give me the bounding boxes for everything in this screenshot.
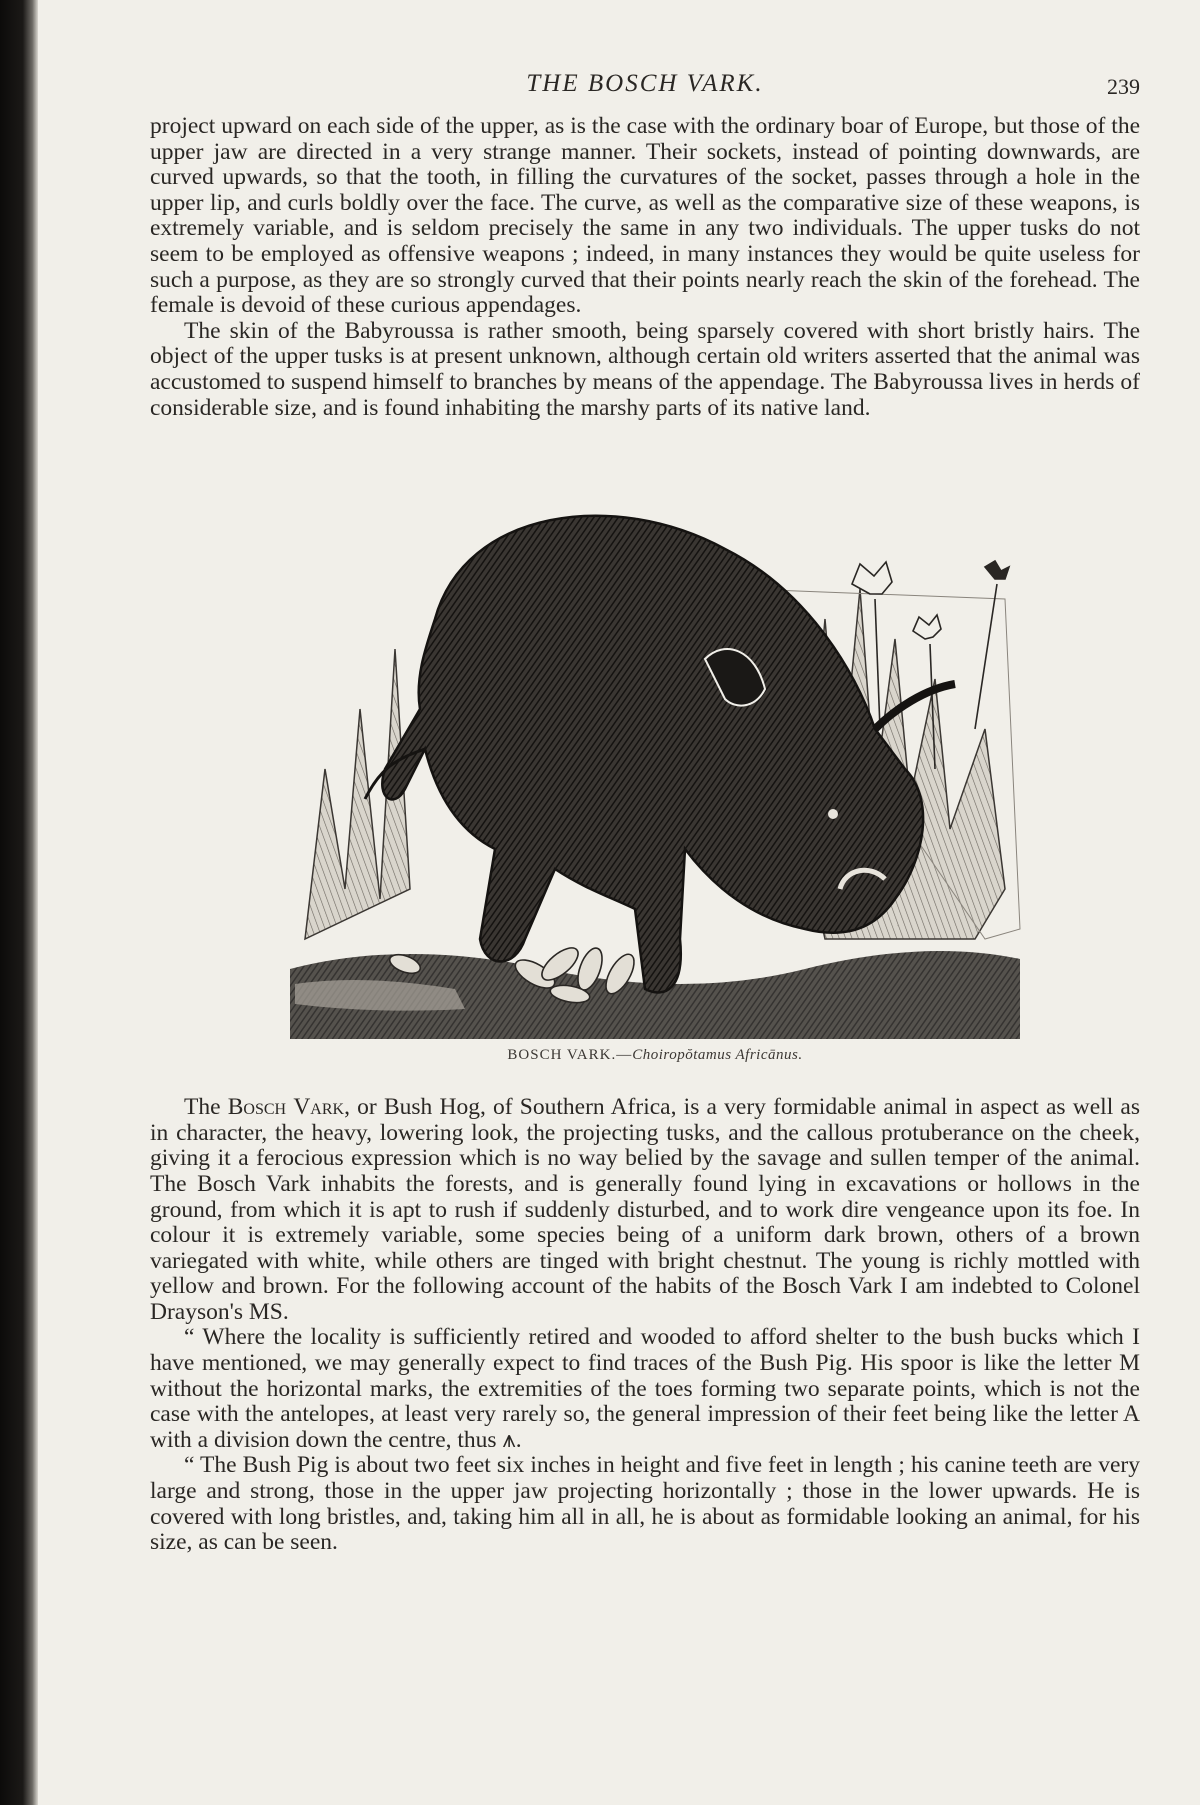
paragraph-bosch-vark-description	[150, 1095, 1140, 1325]
paragraph-quote-size: “ The Bush Pig is about two feet six inches in height and five feet in length ; his canine teeth are very large and strong, those in the upper jaw projecting horizontally ; those in the lower upwards. He is covered with long bristles, and, taking him all in all, he is about as formidable looking an animal, for his size, as can be seen.	[150, 1452, 1140, 1556]
name-vark: Vark	[293, 1094, 345, 1121]
figure-caption	[285, 1047, 1025, 1064]
caption-common-name: BOSCH VARK.—	[507, 1047, 633, 1064]
description-text: , or Bush Hog, of Southern Africa, is a very formidable animal in aspect as well as in character, the heavy, lowering look, the projecting tusks, and the callous protuberance on the cheek, giving it a ferocious expression which is no way belied by the savage and sullen temper of the animal. The Bosch Vark inhabits the forests, and is generally found lying in excavations or hollows in the ground, from which it is apt to rush if suddenly disturbed, and to work dire vengeance upon its foe. In colour it is extremely variable, some species being of a uniform dark brown, others of a brown variegated with white, while others are tinged with bright chestnut. The young is richly mottled with yellow and brown. For the following account of the habits of the Bosch Vark I am indebted to Colonel Drayson's MS.	[150, 1094, 1141, 1325]
bush-pig-illustration	[285, 469, 1025, 1039]
page-number: 239	[1107, 74, 1140, 99]
paragraph-quote-spoor: “ Where the locality is sufficiently retired and wooded to afford shelter to the bush bucks which I have mentioned, we may generally expect to find traces of the Bush Pig. His spoor is like the letter M without the horizontal marks, the extremities of the toes forming two separate points, which is not the case with the antelopes, at least very rarely so, the general impression of their feet being like the letter A with a division down the centre, thus ⩚.	[150, 1324, 1140, 1453]
name-bosch: Bosch	[227, 1094, 287, 1121]
bosch-vark-engraving	[285, 469, 1025, 1064]
book-page	[150, 70, 1140, 1556]
paragraph-babyroussa-skin: The skin of the Babyroussa is rather smooth, being sparsely covered with short bristly hairs. The object of the upper tusks is at present unknown, although certain old writers asserted that the animal was accustomed to suspend himself to branches by means of the appendage. The Babyroussa lives in herds of considerable size, and is found inhabiting the marshy parts of its native land.	[150, 317, 1140, 421]
lead-word: The	[184, 1094, 228, 1121]
book-spine-shadow	[0, 0, 38, 1805]
running-head	[150, 70, 1140, 114]
bosch-vark-text	[150, 1095, 1140, 1556]
page-title: THE BOSCH VARK.	[526, 70, 764, 97]
caption-latin-name: Choiropŏtamus Africānus.	[632, 1047, 803, 1064]
paragraph-babyroussa-tusks: project upward on each side of the upper, as is the case with the ordinary boar of Europe, but those of the upper jaw are directed in a very strange manner. Their sockets, instead of pointing downwards, are curved upwards, so that the tooth, in filling the curvatures of the socket, passes through a hole in the upper lip, and curls boldly over the face. The curve, as well as the comparative size of these weapons, is extremely variable, and is seldom precisely the same in any two individuals. The upper tusks do not seem to be employed as offensive weapons ; indeed, in many instances they would be quite useless for such a purpose, as they are so strongly curved that their points nearly reach the skin of the forehead. The female is devoid of these curious appendages.	[150, 113, 1140, 319]
